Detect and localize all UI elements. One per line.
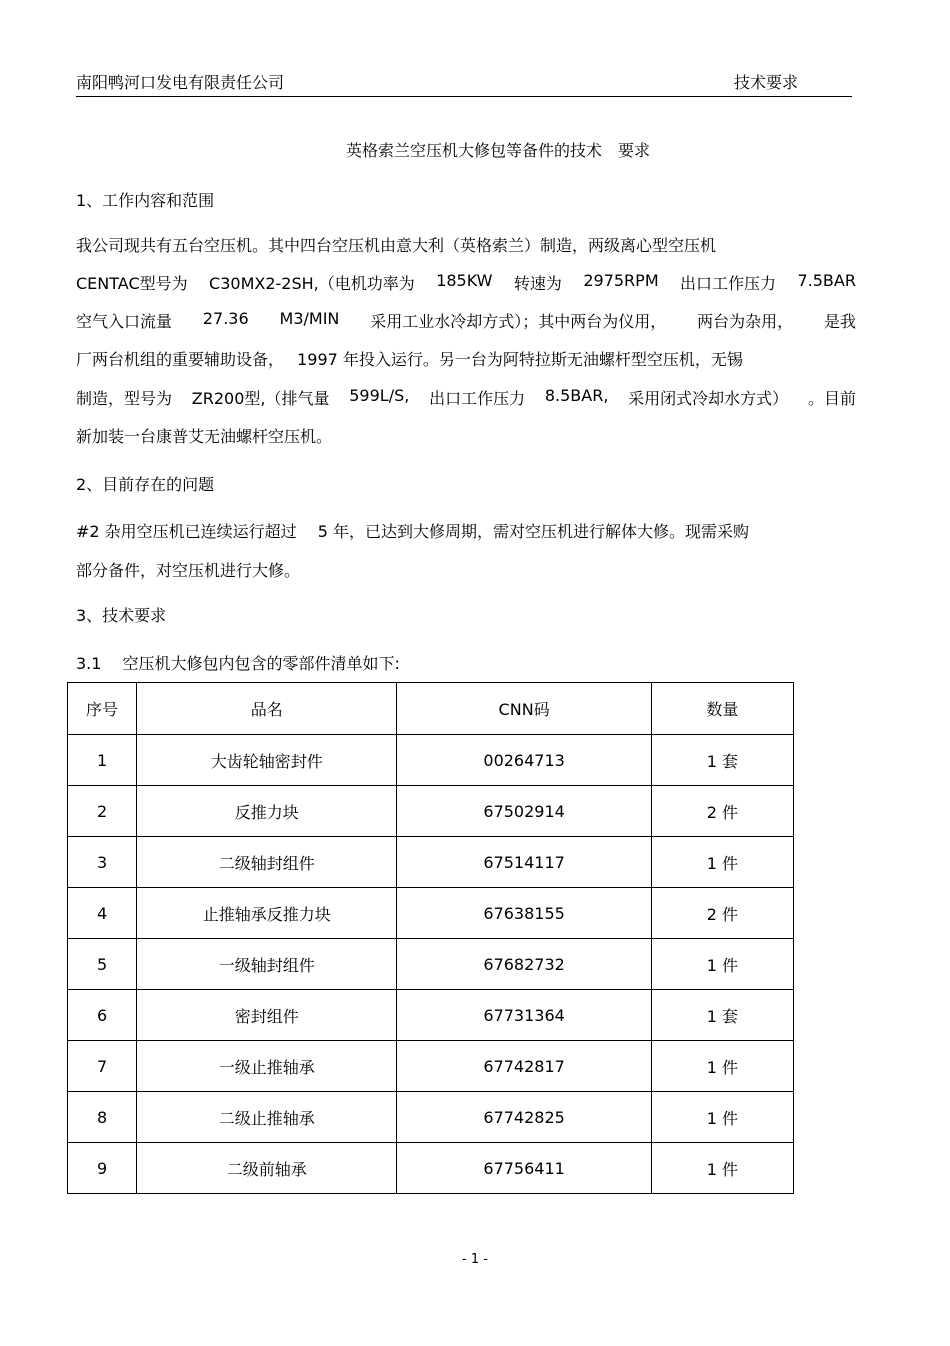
parts-table xyxy=(67,682,794,1194)
table-row xyxy=(68,735,794,786)
cell-cnn: 00264713 xyxy=(397,735,651,786)
cell-cnn: 67756411 xyxy=(397,1143,651,1194)
line-3-part: 是我 xyxy=(823,312,856,331)
section-1-line-2 xyxy=(76,271,856,294)
cell-qty: 2 件 xyxy=(651,888,793,939)
cell-qty: 1 件 xyxy=(651,1041,793,1092)
cell-no: 2 xyxy=(68,786,137,837)
cell-no: 5 xyxy=(68,939,137,990)
section-1-heading: 1、工作内容和范围 xyxy=(76,191,215,210)
cell-name: 二级前轴承 xyxy=(137,1143,397,1194)
section-3-heading: 3、技术要求 xyxy=(76,606,167,625)
table-row xyxy=(68,1143,794,1194)
table-row xyxy=(68,939,794,990)
cell-no: 9 xyxy=(68,1143,137,1194)
table-row xyxy=(68,837,794,888)
section-1-line-5 xyxy=(76,386,856,409)
cell-qty: 1 件 xyxy=(651,939,793,990)
line-2-part: 出口工作压力 xyxy=(680,274,777,293)
header-doc-type: 技术要求 xyxy=(733,73,798,92)
cell-qty: 1 套 xyxy=(651,735,793,786)
cell-cnn: 67502914 xyxy=(397,786,651,837)
cell-name: 止推轴承反推力块 xyxy=(137,888,397,939)
line-5-part: 出口工作压力 xyxy=(429,389,526,408)
table-header-row xyxy=(68,683,794,735)
line-5-part: 。目前 xyxy=(807,389,856,408)
header-no: 序号 xyxy=(68,683,137,735)
header-qty: 数量 xyxy=(651,683,793,735)
cell-no: 6 xyxy=(68,990,137,1041)
header-name: 品名 xyxy=(137,683,397,735)
line-2-part: 7.5BAR xyxy=(797,271,856,290)
cell-cnn: 67742817 xyxy=(397,1041,651,1092)
cell-cnn: 67638155 xyxy=(397,888,651,939)
line-3-part: 采用工业水冷却方式）；其中两台为仪用， xyxy=(370,312,667,331)
table-row xyxy=(68,786,794,837)
cell-name: 一级轴封组件 xyxy=(137,939,397,990)
cell-qty: 1 件 xyxy=(651,837,793,888)
section-1-line-4: 厂两台机组的重要辅助设备， 1997 年投入运行。另一台为阿特拉斯无油螺杆型空压机，无锡 xyxy=(76,350,743,369)
section-2-line-1: #2 杂用空压机已连续运行超过 5 年，已达到大修周期，需对空压机进行解体大修。现需采购 xyxy=(76,522,750,541)
document-title: 英格索兰空压机大修包等备件的技术 要求 xyxy=(345,141,650,160)
cell-qty: 1 件 xyxy=(651,1092,793,1143)
cell-name: 二级止推轴承 xyxy=(137,1092,397,1143)
line-3-part: 两台为杂用， xyxy=(697,312,794,331)
section-1-line-1: 我公司现共有五台空压机。其中四台空压机由意大利（英格索兰）制造，两级离心型空压机 xyxy=(76,236,717,255)
cell-cnn: 67514117 xyxy=(397,837,651,888)
cell-no: 1 xyxy=(68,735,137,786)
line-5-part: ZR200型,（排气量 xyxy=(191,389,330,408)
cell-name: 二级轴封组件 xyxy=(137,837,397,888)
cell-qty: 2 件 xyxy=(651,786,793,837)
line-2-part: 转速为 xyxy=(513,274,562,293)
table-row xyxy=(68,1041,794,1092)
section-1-line-3 xyxy=(76,309,856,332)
line-5-part: 599L/S, xyxy=(349,386,410,405)
page-header xyxy=(76,68,852,97)
line-2-part: CENTAC型号为 xyxy=(76,274,188,293)
cell-no: 7 xyxy=(68,1041,137,1092)
cell-qty: 1 件 xyxy=(651,1143,793,1194)
cell-name: 一级止推轴承 xyxy=(137,1041,397,1092)
section-3-subheading: 3.1 空压机大修包内包含的零部件清单如下: xyxy=(76,654,400,673)
cell-cnn: 67682732 xyxy=(397,939,651,990)
cell-no: 3 xyxy=(68,837,137,888)
section-1-line-6: 新加装一台康普艾无油螺杆空压机。 xyxy=(76,427,333,446)
table-row xyxy=(68,1092,794,1143)
page-number: - 1 - xyxy=(462,1252,488,1267)
line-3-part: 27.36 xyxy=(202,309,249,328)
line-3-part: M3/MIN xyxy=(279,309,340,328)
cell-name: 密封组件 xyxy=(137,990,397,1041)
line-5-part: 制造，型号为 xyxy=(76,389,173,408)
cell-cnn: 67731364 xyxy=(397,990,651,1041)
cell-name: 反推力块 xyxy=(137,786,397,837)
cell-name: 大齿轮轴密封件 xyxy=(137,735,397,786)
table-row xyxy=(68,888,794,939)
section-2-line-2: 部分备件，对空压机进行大修。 xyxy=(76,561,301,580)
header-cnn: CNN码 xyxy=(397,683,651,735)
line-2-part: 2975RPM xyxy=(583,271,659,290)
line-2-part: C30MX2-2SH,（电机功率为 xyxy=(209,274,415,293)
line-3-part: 空气入口流量 xyxy=(76,312,173,331)
cell-qty: 1 套 xyxy=(651,990,793,1041)
line-5-part: 采用闭式冷却水方式） xyxy=(628,389,789,408)
line-5-part: 8.5BAR, xyxy=(544,386,609,405)
table-row xyxy=(68,990,794,1041)
section-2-heading: 2、目前存在的问题 xyxy=(76,475,215,494)
cell-cnn: 67742825 xyxy=(397,1092,651,1143)
line-2-part: 185KW xyxy=(436,271,493,290)
header-company-name: 南阳鸭河口发电有限责任公司 xyxy=(76,73,285,92)
cell-no: 8 xyxy=(68,1092,137,1143)
cell-no: 4 xyxy=(68,888,137,939)
